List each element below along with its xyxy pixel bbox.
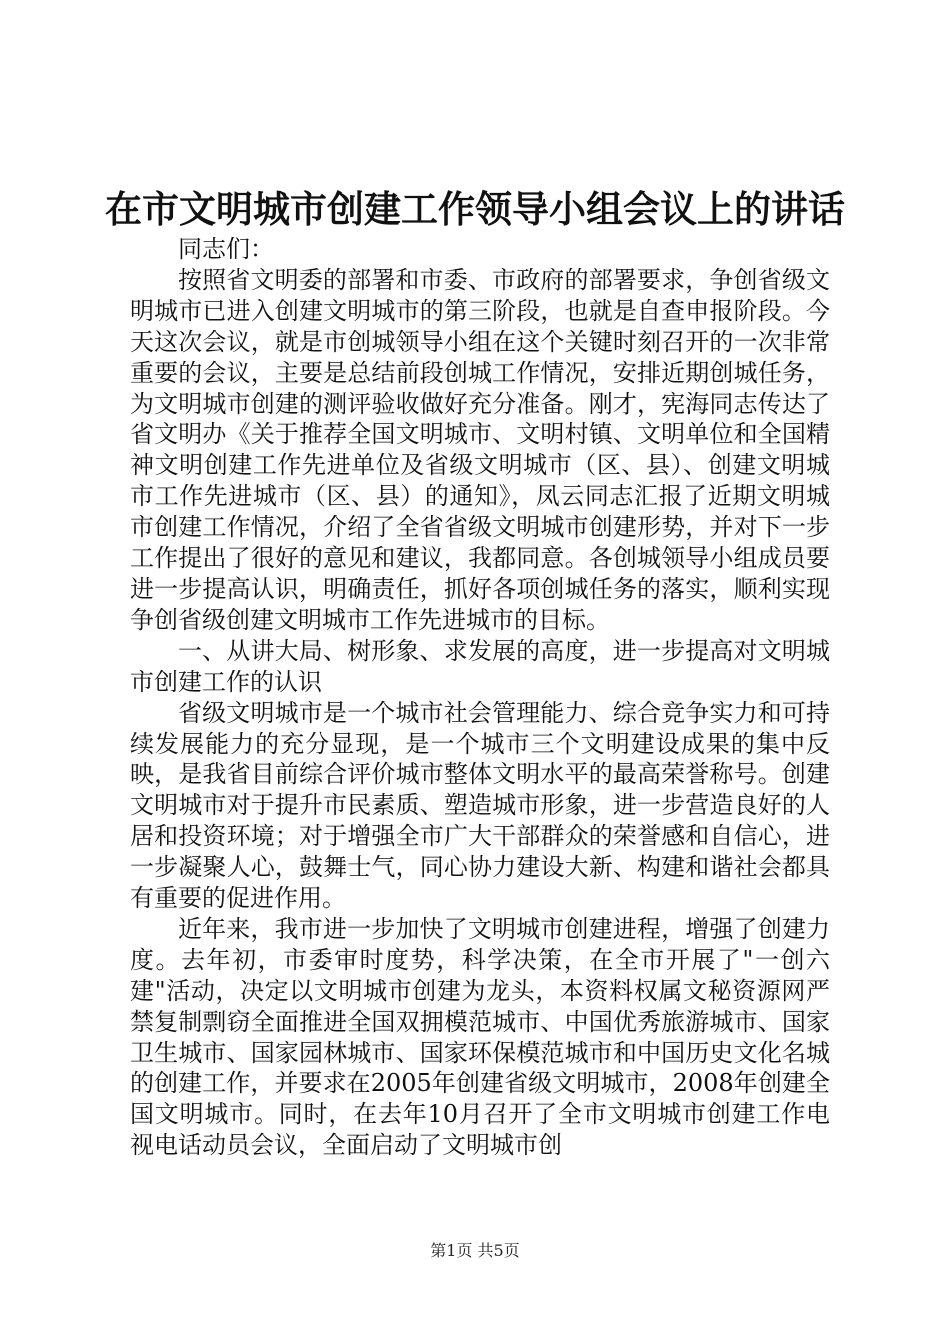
document-title: 在市文明城市创建工作领导小组会议上的讲话 xyxy=(105,187,845,231)
paragraph-significance: 省级文明城市是一个城市社会管理能力、综合竞争实力和可持续发展能力的充分显现，是一个城市三个文明建设成果的集中反映，是我省目前综合评价城市整体文明水平的最高荣誉称号。创建文明城市对于提升市民素质、塑造城市形象，进一步营造良好的人居和投资环境；对于增强全市广大干部群众的荣誉感和自信心，进一步凝聚人心，鼓舞士气，同心协力建设大新、构建和谐社会都具有重要的促进作用。 xyxy=(130,698,830,913)
document-body xyxy=(130,234,830,1161)
page-number-footer: 第1页 共5页 xyxy=(430,1241,520,1260)
section-heading-1: 一、从讲大局、树形象、求发展的高度，进一步提高对文明城市创建工作的认识 xyxy=(130,636,830,696)
paragraph-intro: 按照省文明委的部署和市委、市政府的部署要求，争创省级文明城市已进入创建文明城市的第三阶段，也就是自查申报阶段。今天这次会议，就是市创城领导小组在这个关键时刻召开的一次非常重要的会议，主要是总结前段创城工作情况，安排近期创城任务，为文明城市创建的测评验收做好充分准备。刚才，宪海同志传达了省文明办《关于推荐全国文明城市、文明村镇、文明单位和全国精神文明创建工作先进单位及省级文明城市（区、县）、创建文明城市工作先进城市（区、县）的通知》，凤云同志汇报了近期文明城市创建工作情况，介绍了全省省级文明城市创建形势，并对下一步工作提出了很好的意见和建议，我都同意。各创城领导小组成员要进一步提高认识，明确责任，抓好各项创城任务的落实，顺利实现争创省级创建文明城市工作先进城市的目标。 xyxy=(130,265,830,634)
paragraph-salutation: 同志们： xyxy=(178,235,274,263)
paragraph-progress: 近年来，我市进一步加快了文明城市创建进程，增强了创建力度。去年初，市委审时度势，科学决策，在全市开展了"一创六建"活动，决定以文明城市创建为龙头，本资料权属文秘资源网严禁复制剽窃全面推进全国双拥模范城市、中国优秀旅游城市、国家卫生城市、国家园林城市、国家环保模范城市和中国历史文化名城的创建工作，并要求在2005年创建省级文明城市，2008年创建全国文明城市。同时，在去年10月召开了全市文明城市创建工作电视电话动员会议，全面启动了文明城市创 xyxy=(130,914,830,1160)
